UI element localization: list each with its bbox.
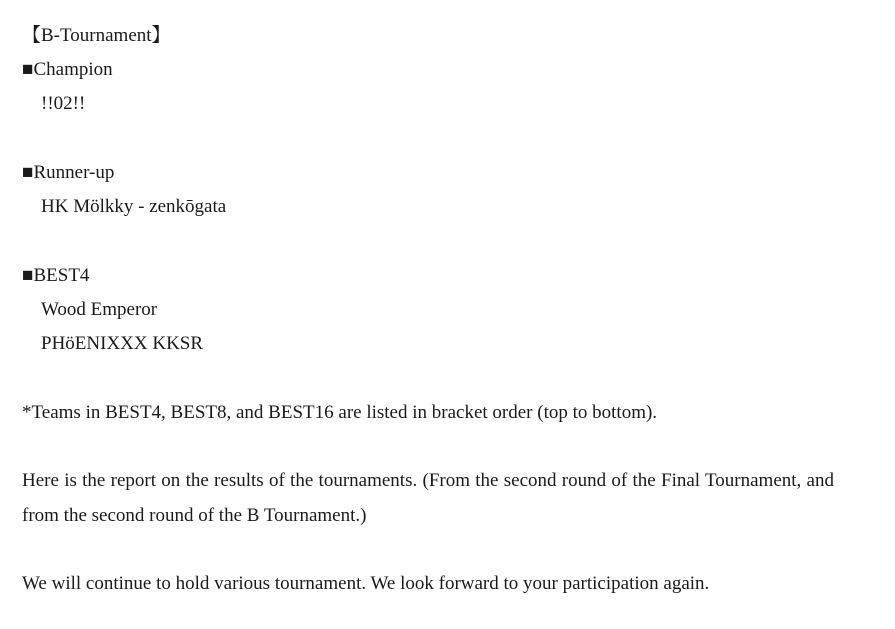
section-title-champion: ■Champion (22, 59, 113, 80)
section-title-best4: ■BEST4 (22, 265, 90, 286)
section-title-runner-up: ■Runner-up (22, 162, 115, 183)
report-paragraph: Here is the report on the results of the tournaments. (From the second round of the Final Tournament, and from the second round of the B Tournament.) (22, 470, 834, 526)
best4-team-2: PHöENIXXX KKSR (41, 333, 204, 354)
bracket-order-note: *Teams in BEST4, BEST8, and BEST16 are listed in bracket order (top to bottom). (22, 402, 658, 423)
best4-team-1: Wood Emperor (41, 299, 158, 320)
tournament-heading: 【B-Tournament】 (22, 25, 171, 46)
champion-team: !!02!! (41, 93, 86, 114)
runner-up-team: HK Mölkky - zenkōgata (41, 196, 227, 217)
closing-paragraph: We will continue to hold various tournament. We look forward to your participation again. (22, 573, 710, 594)
